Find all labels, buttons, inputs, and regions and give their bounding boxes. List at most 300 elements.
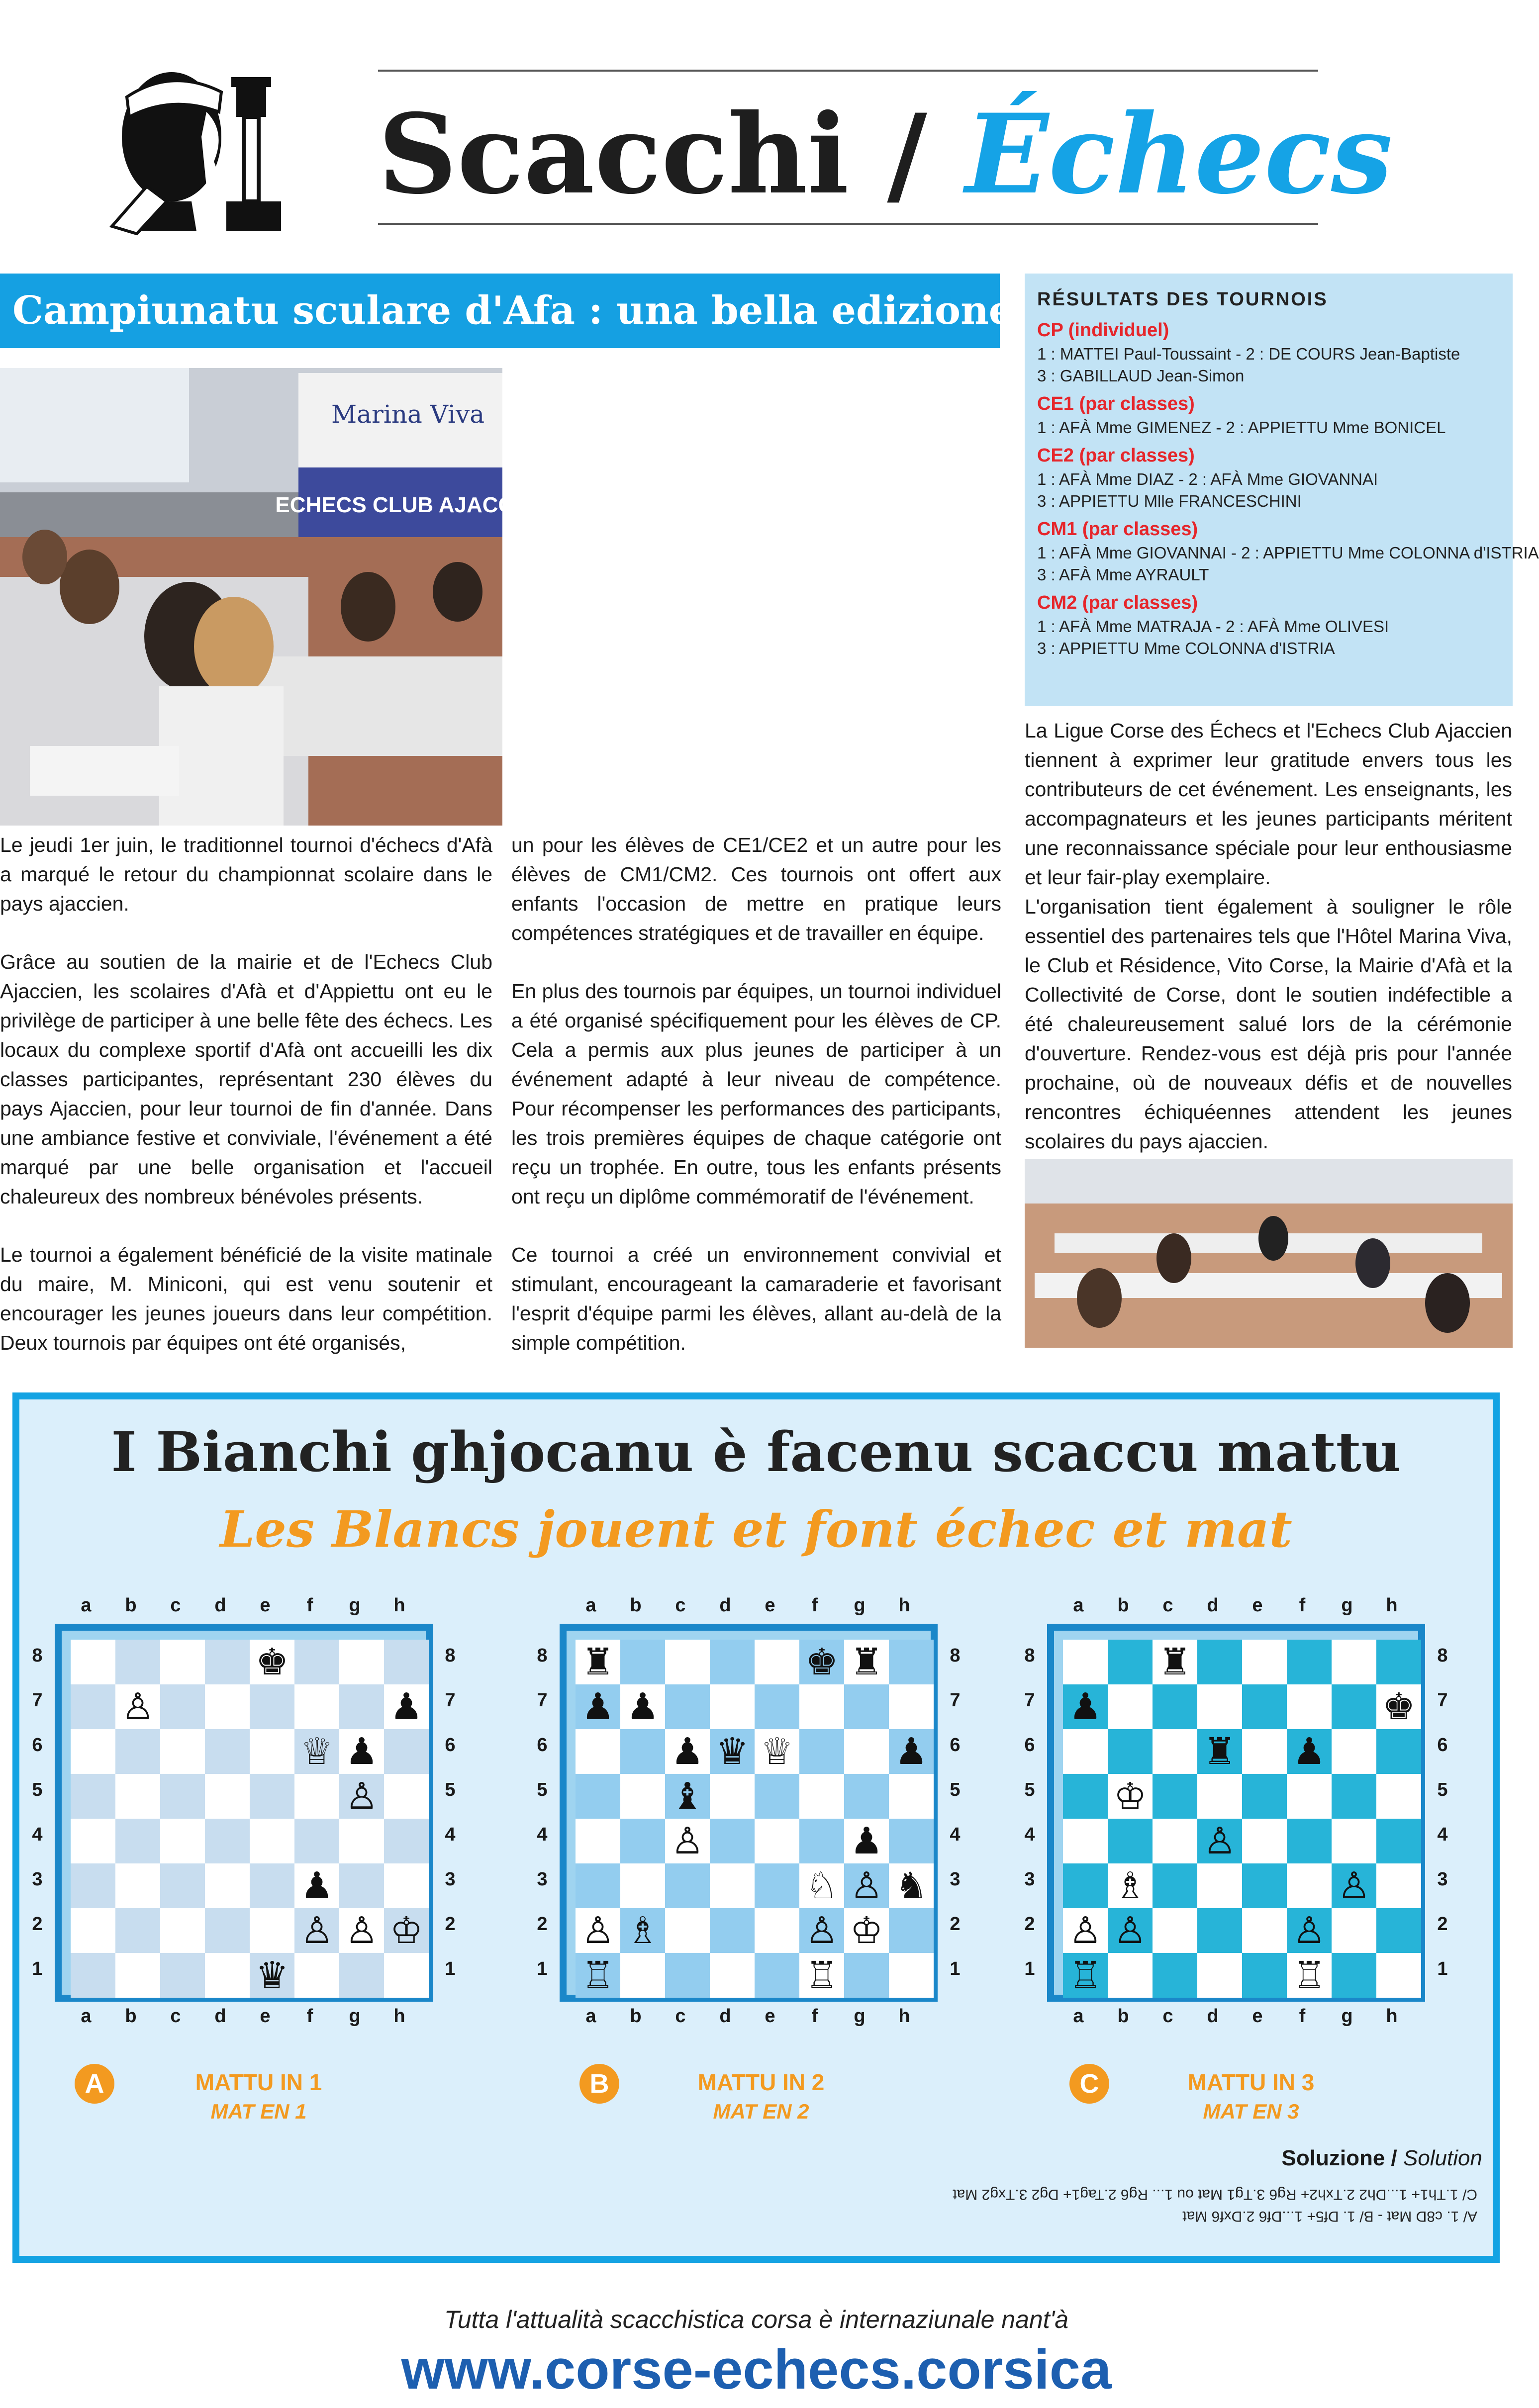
chess-piece-icon: ♗ xyxy=(626,1909,660,1952)
rank-label: 6 xyxy=(950,1735,961,1756)
square-f6 xyxy=(799,1729,844,1774)
results-category xyxy=(1037,317,1507,387)
rank-label: 2 xyxy=(950,1914,961,1935)
square-f7 xyxy=(799,1684,844,1729)
file-label: a xyxy=(585,1595,596,1616)
square-a1 xyxy=(576,1953,620,1998)
file-label: g xyxy=(349,2006,361,2027)
rank-label: 8 xyxy=(32,1645,43,1666)
square-a4 xyxy=(1063,1819,1108,1863)
square-c4 xyxy=(665,1819,710,1863)
mate-label-french: MAT EN 1 xyxy=(210,2100,307,2123)
puzzle-letter-badge: B xyxy=(579,2064,619,2104)
square-f2 xyxy=(799,1908,844,1953)
rank-label: 6 xyxy=(1437,1735,1448,1756)
square-b1 xyxy=(620,1953,665,1998)
paragraph: Le tournoi a également bénéficié de la visite matinale du maire, M. Miniconi, qui est venu soutenir et encourager les jeunes joueurs dans leur compétition. Deux tournois par équipes ont été organisés, xyxy=(0,1243,492,1354)
square-b2 xyxy=(115,1908,160,1953)
square-c2 xyxy=(1153,1908,1197,1953)
rank-label: 3 xyxy=(950,1869,961,1890)
file-label: h xyxy=(1386,2006,1398,2027)
rank-label: 3 xyxy=(1024,1869,1035,1890)
square-b4 xyxy=(115,1819,160,1863)
square-e8 xyxy=(250,1640,294,1684)
chess-piece-icon: ♘ xyxy=(805,1864,839,1907)
rank-label: 7 xyxy=(445,1690,456,1711)
chess-piece-icon: ♙ xyxy=(300,1909,334,1952)
chess-piece-icon: ♟ xyxy=(389,1685,423,1728)
square-c8 xyxy=(160,1640,205,1684)
chess-piece-icon: ♙ xyxy=(345,1909,379,1952)
paragraph: un pour les élèves de CE1/CE2 et un autre pour les élèves de CM1/CM2. Ces tournois ont offert aux enfants l'occasion de mettre en pratique leurs compétences stratégiques et de travailler en équipe. xyxy=(511,834,1001,944)
square-e7 xyxy=(250,1684,294,1729)
square-d1 xyxy=(1197,1953,1242,1998)
square-d5 xyxy=(1197,1774,1242,1819)
square-d2 xyxy=(205,1908,250,1953)
square-f4 xyxy=(294,1819,339,1863)
rank-label: 2 xyxy=(32,1914,43,1935)
chess-piece-icon: ♙ xyxy=(805,1909,839,1952)
chess-piece-icon: ♖ xyxy=(1068,1954,1102,1997)
file-label: c xyxy=(170,1595,181,1616)
file-label: d xyxy=(1207,1595,1219,1616)
square-h4 xyxy=(889,1819,934,1863)
square-b5 xyxy=(115,1774,160,1819)
square-a6 xyxy=(71,1729,115,1774)
file-label: f xyxy=(306,2006,313,2027)
square-b3 xyxy=(620,1863,665,1908)
square-g7 xyxy=(1332,1684,1376,1729)
chess-piece-icon: ♞ xyxy=(894,1864,928,1907)
result-line: 3 : GABILLAUD Jean-Simon xyxy=(1037,367,1245,385)
chess-piece-icon: ♙ xyxy=(1292,1909,1326,1952)
file-label: f xyxy=(306,1595,313,1616)
result-line: 1 : AFÀ Mme MATRAJA - 2 : AFÀ Mme OLIVESI xyxy=(1037,617,1389,636)
file-label: d xyxy=(214,2006,226,2027)
results-title: RÉSULTATS DES TOURNOIS xyxy=(1037,289,1328,310)
square-d7 xyxy=(1197,1684,1242,1729)
file-label: g xyxy=(854,1595,866,1616)
file-label: e xyxy=(1252,1595,1263,1616)
chess-piece-icon: ♙ xyxy=(671,1820,704,1862)
square-d8 xyxy=(710,1640,755,1684)
chess-piece-icon: ♟ xyxy=(345,1730,379,1773)
chessboard xyxy=(576,1640,934,1998)
result-line: 1 : AFÀ Mme GIMENEZ - 2 : APPIETTU Mme BONICEL xyxy=(1037,418,1446,437)
solution-line-1: A/ 1. c8D Mat - B/ 1. Df5+ 1...Df6 2.Dxf6 Mat xyxy=(1182,2208,1477,2224)
square-d8 xyxy=(205,1640,250,1684)
square-a1 xyxy=(71,1953,115,1998)
square-f6 xyxy=(294,1729,339,1774)
board-frame xyxy=(560,1624,938,2002)
square-g3 xyxy=(339,1863,384,1908)
chess-piece-icon: ♟ xyxy=(1068,1685,1102,1728)
square-c5 xyxy=(665,1774,710,1819)
square-h6 xyxy=(889,1729,934,1774)
square-e4 xyxy=(755,1819,799,1863)
square-g1 xyxy=(1332,1953,1376,1998)
square-h3 xyxy=(889,1863,934,1908)
article-column-1 xyxy=(0,831,492,1387)
square-g8 xyxy=(1332,1640,1376,1684)
square-h7 xyxy=(889,1684,934,1729)
rank-label: 7 xyxy=(950,1690,961,1711)
square-d6 xyxy=(205,1729,250,1774)
square-b8 xyxy=(1108,1640,1153,1684)
square-d6 xyxy=(1197,1729,1242,1774)
chess-piece-icon: ♚ xyxy=(1382,1685,1416,1728)
moor-head-logo xyxy=(107,37,296,236)
puzzle-letter-badge: C xyxy=(1069,2064,1109,2104)
article-title: Campiunatu sculare d'Afa : una bella edizione xyxy=(12,288,1014,333)
chess-piece-icon: ♛ xyxy=(255,1954,289,1997)
square-g1 xyxy=(339,1953,384,1998)
file-label: e xyxy=(765,2006,775,2027)
square-e4 xyxy=(1242,1819,1287,1863)
chess-piece-icon: ♛ xyxy=(715,1730,749,1773)
chess-piece-icon: ♙ xyxy=(1337,1864,1371,1907)
rank-label: 4 xyxy=(1437,1824,1448,1845)
square-d3 xyxy=(1197,1863,1242,1908)
square-c3 xyxy=(665,1863,710,1908)
square-b3 xyxy=(1108,1863,1153,1908)
square-c7 xyxy=(1153,1684,1197,1729)
mate-label-french: MAT EN 2 xyxy=(713,2100,809,2123)
square-a7 xyxy=(71,1684,115,1729)
rank-label: 7 xyxy=(537,1690,548,1711)
square-g8 xyxy=(339,1640,384,1684)
category-name: CE2 (par classes) xyxy=(1037,445,1195,466)
square-g1 xyxy=(844,1953,889,1998)
square-f5 xyxy=(799,1774,844,1819)
puzzle-board-c xyxy=(1017,1589,1465,2027)
square-e6 xyxy=(755,1729,799,1774)
square-a2 xyxy=(576,1908,620,1953)
square-d4 xyxy=(205,1819,250,1863)
footer-url-link[interactable]: www.corse-echecs.corsica xyxy=(401,2338,1112,2401)
square-e3 xyxy=(1242,1863,1287,1908)
file-label: h xyxy=(393,2006,405,2027)
rank-label: 6 xyxy=(1024,1735,1035,1756)
result-line: 3 : APPIETTU Mme COLONNA d'ISTRIA xyxy=(1037,639,1335,657)
square-d4 xyxy=(710,1819,755,1863)
square-g5 xyxy=(1332,1774,1376,1819)
square-a3 xyxy=(1063,1863,1108,1908)
chess-piece-icon: ♖ xyxy=(805,1954,839,1997)
square-g2 xyxy=(1332,1908,1376,1953)
square-d3 xyxy=(205,1863,250,1908)
chess-piece-icon: ♟ xyxy=(1292,1730,1326,1773)
square-c1 xyxy=(1153,1953,1197,1998)
rank-label: 7 xyxy=(32,1690,43,1711)
square-d5 xyxy=(710,1774,755,1819)
category-name: CM2 (par classes) xyxy=(1037,592,1198,613)
square-a5 xyxy=(576,1774,620,1819)
square-h7 xyxy=(384,1684,429,1729)
chess-piece-icon: ♙ xyxy=(121,1685,155,1728)
square-c2 xyxy=(665,1908,710,1953)
square-b1 xyxy=(115,1953,160,1998)
square-f7 xyxy=(294,1684,339,1729)
paragraph: Ce tournoi a créé un environnement convivial et stimulant, encourageant la camaraderie et favorisant l'esprit d'équipe parmi les élèves, allant au-delà de la simple compétition. xyxy=(511,1243,1001,1354)
square-f4 xyxy=(1287,1819,1332,1863)
square-h5 xyxy=(889,1774,934,1819)
square-f1 xyxy=(294,1953,339,1998)
rank-label: 1 xyxy=(445,1958,456,1979)
rank-label: 3 xyxy=(32,1869,43,1890)
puzzle-board-b xyxy=(530,1589,977,2027)
square-b5 xyxy=(620,1774,665,1819)
file-label: c xyxy=(675,1595,686,1616)
rank-label: 5 xyxy=(1437,1779,1448,1800)
file-label: b xyxy=(125,1595,137,1616)
result-line: 1 : AFÀ Mme GIOVANNAI - 2 : APPIETTU Mme COLONNA d'ISTRIA xyxy=(1037,544,1539,562)
square-e5 xyxy=(250,1774,294,1819)
square-c3 xyxy=(160,1863,205,1908)
chess-piece-icon: ♕ xyxy=(300,1730,334,1773)
square-g6 xyxy=(1332,1729,1376,1774)
square-h1 xyxy=(889,1953,934,1998)
rank-label: 4 xyxy=(537,1824,548,1845)
chess-piece-icon: ♖ xyxy=(1292,1954,1326,1997)
chess-piece-icon: ♜ xyxy=(850,1641,883,1683)
square-b8 xyxy=(115,1640,160,1684)
results-box xyxy=(1025,274,1539,706)
paragraph: L'organisation tient également à souligner le rôle essentiel des partenaires tels que l'Hôtel Marina Viva, le Club et Résidence, Vito Corse, la Mairie d'Afà et la Collectivité de Corse, dont le soutien indéfectible a été chaleureusement salué lors de la cérémonie d'ouverture. Rendez-vous est déjà pris pour l'année prochaine, où de nouveaux défis et de nouvelles rencontres échiquéennes attendent les jeunes scolaires du pays ajaccien. xyxy=(1025,895,1512,1153)
square-b7 xyxy=(620,1684,665,1729)
board-frame xyxy=(55,1624,433,2002)
square-f2 xyxy=(1287,1908,1332,1953)
square-f8 xyxy=(799,1640,844,1684)
square-d3 xyxy=(710,1863,755,1908)
mate-label-corsican: MATTU IN 2 xyxy=(697,2069,825,2095)
result-line: 3 : AFÀ Mme AYRAULT xyxy=(1037,565,1209,584)
square-d5 xyxy=(205,1774,250,1819)
file-label: e xyxy=(260,1595,271,1616)
square-g3 xyxy=(844,1863,889,1908)
square-d6 xyxy=(710,1729,755,1774)
chess-piece-icon: ♙ xyxy=(1113,1909,1147,1952)
square-c8 xyxy=(665,1640,710,1684)
file-label: h xyxy=(898,1595,910,1616)
square-f8 xyxy=(294,1640,339,1684)
square-c1 xyxy=(160,1953,205,1998)
square-h2 xyxy=(889,1908,934,1953)
tournament-hall-photo xyxy=(1025,1159,1513,1348)
square-a3 xyxy=(71,1863,115,1908)
paragraph: Grâce au soutien de la mairie et de l'Echecs Club Ajaccien, les scolaires d'Afà et d'Appiettu ont eu le privilège de participer à une belle fête des échecs. Les locaux du complexe sportif d'Afà ont accueilli les dix classes participantes, représentant 230 élèves du pays Ajaccien, pour leur tournoi de fin d'année. Dans une ambiance festive et conviviale, l'événement a été marqué par une belle organisation et l'accueil chaleureux des nombreux bénévoles présents. xyxy=(0,950,492,1208)
result-line: 3 : APPIETTU Mlle FRANCESCHINI xyxy=(1037,492,1302,510)
square-e6 xyxy=(1242,1729,1287,1774)
square-g8 xyxy=(844,1640,889,1684)
square-g2 xyxy=(339,1908,384,1953)
square-g4 xyxy=(1332,1819,1376,1863)
results-category xyxy=(1037,516,1539,586)
rank-label: 7 xyxy=(1024,1690,1035,1711)
file-label: b xyxy=(1117,1595,1129,1616)
square-f3 xyxy=(294,1863,339,1908)
square-d1 xyxy=(710,1953,755,1998)
solution-line-2: C/ 1.Th1+ 1...Dh2 2.Txh2+ Rg6 3.Tg1 Mat ou 1... Rg6 2.Tag1+ Dg2 3.Txg2 Mat xyxy=(953,2186,1477,2203)
result-line: 1 : AFÀ Mme DIAZ - 2 : AFÀ Mme GIOVANNAI xyxy=(1037,470,1378,488)
file-label: h xyxy=(393,1595,405,1616)
category-name: CP (individuel) xyxy=(1037,320,1169,341)
square-a4 xyxy=(71,1819,115,1863)
square-b4 xyxy=(1108,1819,1153,1863)
square-a7 xyxy=(1063,1684,1108,1729)
article-column-2 xyxy=(511,831,1001,1387)
rank-label: 5 xyxy=(537,1779,548,1800)
square-h3 xyxy=(1376,1863,1421,1908)
category-name: CE1 (par classes) xyxy=(1037,393,1195,414)
square-g5 xyxy=(339,1774,384,1819)
square-e2 xyxy=(1242,1908,1287,1953)
chess-piece-icon: ♔ xyxy=(850,1909,883,1952)
file-label: d xyxy=(214,1595,226,1616)
file-label: c xyxy=(170,2006,181,2027)
square-d7 xyxy=(205,1684,250,1729)
file-label: h xyxy=(898,2006,910,2027)
square-b7 xyxy=(115,1684,160,1729)
article-column-3 xyxy=(1025,716,1512,1185)
square-b2 xyxy=(1108,1908,1153,1953)
rank-label: 2 xyxy=(1024,1914,1035,1935)
chess-piece-icon: ♜ xyxy=(1158,1641,1192,1683)
chess-piece-icon: ♟ xyxy=(300,1864,334,1907)
rank-label: 4 xyxy=(1024,1824,1035,1845)
square-h4 xyxy=(384,1819,429,1863)
rank-label: 4 xyxy=(445,1824,456,1845)
file-label: e xyxy=(1252,2006,1263,2027)
square-f4 xyxy=(799,1819,844,1863)
square-b2 xyxy=(620,1908,665,1953)
square-h1 xyxy=(384,1953,429,1998)
square-a8 xyxy=(71,1640,115,1684)
square-b7 xyxy=(1108,1684,1153,1729)
square-c3 xyxy=(1153,1863,1197,1908)
square-c8 xyxy=(1153,1640,1197,1684)
square-a6 xyxy=(1063,1729,1108,1774)
square-f8 xyxy=(1287,1640,1332,1684)
file-label: a xyxy=(81,2006,92,2027)
square-a8 xyxy=(576,1640,620,1684)
square-e5 xyxy=(1242,1774,1287,1819)
square-h1 xyxy=(1376,1953,1421,1998)
square-e2 xyxy=(755,1908,799,1953)
rank-label: 1 xyxy=(537,1958,548,1979)
square-f7 xyxy=(1287,1684,1332,1729)
page-title xyxy=(378,87,1393,221)
square-h4 xyxy=(1376,1819,1421,1863)
square-c7 xyxy=(160,1684,205,1729)
file-label: c xyxy=(1162,2006,1173,2027)
rank-label: 5 xyxy=(1024,1779,1035,1800)
header-rule-bottom xyxy=(378,223,1318,225)
square-d8 xyxy=(1197,1640,1242,1684)
rank-label: 8 xyxy=(950,1645,961,1666)
paragraph: En plus des tournois par équipes, un tournoi individuel a été organisé spécifiquement pour les élèves de CP. Cela a permis aux plus jeunes de participer à un événement adapté à leur niveau de compétence. Pour récompenser les performances des participants, les trois premières équipes de chaque catégorie ont reçu un trophée. En outre, tous les enfants présents ont reçu un diplôme commémoratif de l'événement. xyxy=(511,980,1001,1208)
chessboard xyxy=(71,1640,429,1998)
mate-label-corsican: MATTU IN 1 xyxy=(195,2069,322,2095)
chess-piece-icon: ♙ xyxy=(1203,1820,1237,1862)
square-d1 xyxy=(205,1953,250,1998)
square-f5 xyxy=(294,1774,339,1819)
category-name: CM1 (par classes) xyxy=(1037,519,1198,540)
solution-title-corsican: Soluzione / xyxy=(1281,2146,1403,2170)
square-b8 xyxy=(620,1640,665,1684)
file-label: h xyxy=(1386,1595,1398,1616)
square-b1 xyxy=(1108,1953,1153,1998)
file-label: d xyxy=(719,1595,731,1616)
file-label: f xyxy=(1299,2006,1306,2027)
file-label: f xyxy=(811,2006,818,2027)
mate-label-french: MAT EN 3 xyxy=(1203,2100,1299,2123)
square-g4 xyxy=(844,1819,889,1863)
chess-piece-icon: ♚ xyxy=(255,1641,289,1683)
square-f2 xyxy=(294,1908,339,1953)
file-label: d xyxy=(1207,2006,1219,2027)
file-label: a xyxy=(81,1595,92,1616)
chess-piece-icon: ♚ xyxy=(805,1641,839,1683)
square-a5 xyxy=(71,1774,115,1819)
board-frame xyxy=(1047,1624,1425,2002)
square-b4 xyxy=(620,1819,665,1863)
file-label: c xyxy=(675,2006,686,2027)
rank-label: 4 xyxy=(32,1824,43,1845)
rank-label: 8 xyxy=(445,1645,456,1666)
rank-label: 6 xyxy=(445,1735,456,1756)
photo-banner-text: Marina Viva xyxy=(331,400,485,429)
results-category xyxy=(1037,443,1507,512)
square-f1 xyxy=(799,1953,844,1998)
square-a6 xyxy=(576,1729,620,1774)
chess-piece-icon: ♟ xyxy=(850,1820,883,1862)
square-h2 xyxy=(1376,1908,1421,1953)
square-c7 xyxy=(665,1684,710,1729)
solution-text-upside-down xyxy=(746,2183,1477,2227)
file-label: b xyxy=(630,2006,642,2027)
puzzle-letter-badge: A xyxy=(75,2064,114,2104)
square-h5 xyxy=(1376,1774,1421,1819)
square-b3 xyxy=(115,1863,160,1908)
rank-label: 6 xyxy=(32,1735,43,1756)
rank-label: 3 xyxy=(537,1869,548,1890)
mate-label-corsican: MATTU IN 3 xyxy=(1187,2069,1315,2095)
chess-piece-icon: ♟ xyxy=(581,1685,615,1728)
square-c2 xyxy=(160,1908,205,1953)
square-e8 xyxy=(755,1640,799,1684)
file-label: g xyxy=(854,2006,866,2027)
solution-title xyxy=(1234,2146,1482,2171)
rank-label: 7 xyxy=(1437,1690,1448,1711)
rank-label: 2 xyxy=(537,1914,548,1935)
rank-label: 1 xyxy=(1024,1958,1035,1979)
rank-label: 1 xyxy=(32,1958,43,1979)
square-c6 xyxy=(160,1729,205,1774)
chessboard xyxy=(1063,1640,1421,1998)
square-e4 xyxy=(250,1819,294,1863)
square-d7 xyxy=(710,1684,755,1729)
square-c6 xyxy=(665,1729,710,1774)
file-label: e xyxy=(260,2006,271,2027)
square-g5 xyxy=(844,1774,889,1819)
square-h3 xyxy=(384,1863,429,1908)
file-label: f xyxy=(1299,1595,1306,1616)
square-a3 xyxy=(576,1863,620,1908)
square-c5 xyxy=(1153,1774,1197,1819)
square-a8 xyxy=(1063,1640,1108,1684)
square-g2 xyxy=(844,1908,889,1953)
